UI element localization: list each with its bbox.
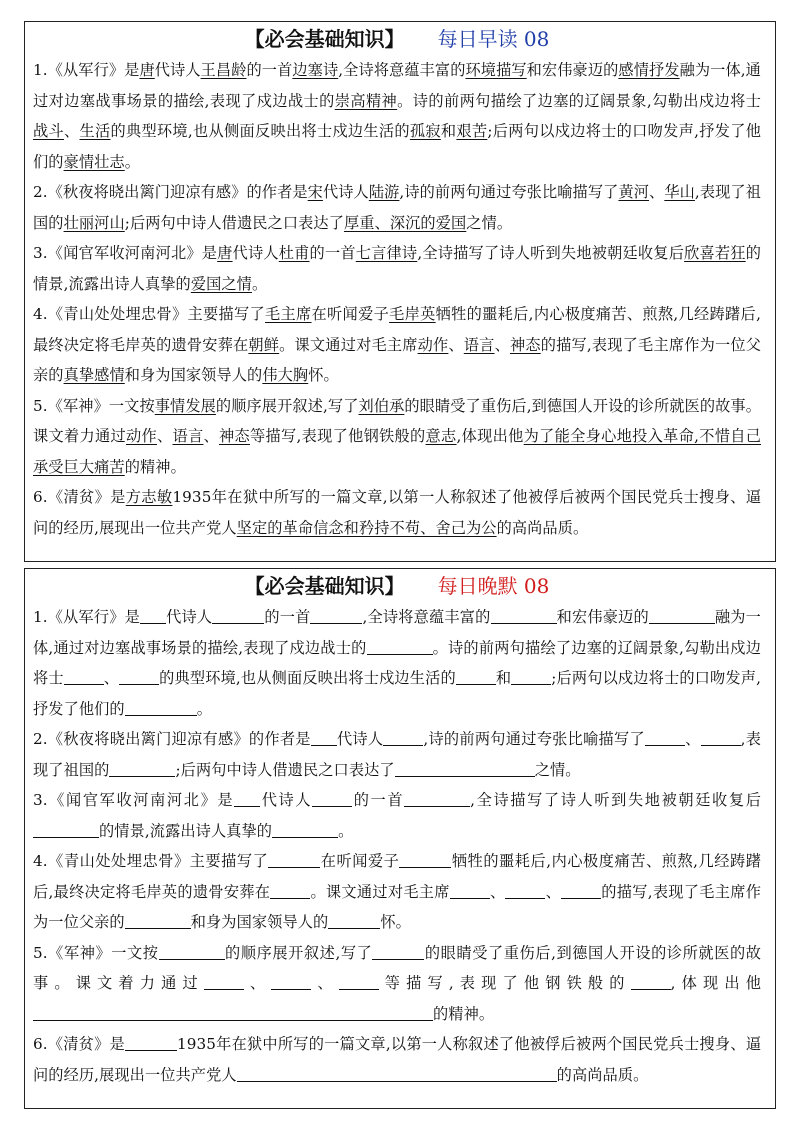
paragraph-list xyxy=(33,55,761,543)
text-run: 和身为国家领导人的 xyxy=(124,366,263,384)
text-run: 、 xyxy=(649,183,665,201)
text-run: ;后两句中诗人借遗民之口表达了 xyxy=(175,760,395,779)
key-answer: 宋 xyxy=(307,183,323,201)
key-answer: 唐 xyxy=(217,244,233,262)
text-run: 的典型环境,也从侧面反映出将士戍边生活的 xyxy=(159,669,456,687)
text-run: 的一首 xyxy=(246,61,293,79)
evening-dictation-box xyxy=(24,568,776,1109)
answer-blank[interactable] xyxy=(701,730,741,746)
key-answer: 环境描写 xyxy=(465,61,527,79)
text-run: 代诗人 xyxy=(154,61,201,79)
text-run: ,表现了祖国的 xyxy=(33,183,762,232)
text-run: 、 xyxy=(684,730,701,748)
answer-blank[interactable] xyxy=(310,608,362,624)
morning-reading-box xyxy=(24,21,776,562)
answer-blank[interactable] xyxy=(311,730,337,746)
answer-blank[interactable] xyxy=(33,1004,433,1020)
text-run: 。 xyxy=(338,821,354,840)
text-run: 的高尚品质。 xyxy=(556,1065,649,1084)
text-run: 的一首 xyxy=(264,608,311,626)
text-run: 和 xyxy=(440,122,457,140)
text-run: 的精神。 xyxy=(433,1004,495,1023)
text-run: 之情。 xyxy=(534,760,581,779)
key-answer: 坚定的革命信念和矜持不苟、舍己为公 xyxy=(236,518,497,537)
key-answer: 崇高精神 xyxy=(334,91,398,110)
text-run: 的顺序展开叙述,写了 xyxy=(224,943,373,962)
key-answer: 厚重、深沉的爱国 xyxy=(343,213,467,232)
text-run: 的情景,流露出诗人真挚的 xyxy=(99,821,273,840)
text-run: 、 xyxy=(494,335,510,354)
answer-blank[interactable] xyxy=(367,638,433,654)
text-run: 。 xyxy=(251,274,268,293)
answer-blank[interactable] xyxy=(125,1035,177,1051)
text-run: ,全诗将意蕴丰富的 xyxy=(338,61,466,79)
key-answer: 华山 xyxy=(664,183,695,201)
box-title xyxy=(33,571,761,601)
key-answer: 神态 xyxy=(218,427,250,445)
text-run: 。 xyxy=(196,699,213,718)
text-run: 1.《从军行》是 xyxy=(33,608,141,626)
answer-blank[interactable] xyxy=(505,882,545,898)
text-run: 代诗人 xyxy=(336,730,384,748)
key-answer: 七言律诗 xyxy=(355,244,418,262)
answer-blank[interactable] xyxy=(159,943,225,959)
text-run: 的描写,表现了毛主席作为一位父亲的 xyxy=(33,882,761,931)
key-answer: 意志 xyxy=(425,427,457,445)
text-run: 。课文通过对毛主席 xyxy=(279,335,418,354)
key-answer: 语言 xyxy=(463,335,495,354)
key-answer: 战斗 xyxy=(33,122,64,140)
title-main: 【必会基础知识】 xyxy=(244,574,405,598)
answer-blank[interactable] xyxy=(204,974,244,990)
answer-blank[interactable] xyxy=(125,699,197,715)
answer-blank[interactable] xyxy=(268,852,320,868)
question-item-1 xyxy=(33,55,761,177)
text-run: ,体现出他 xyxy=(670,974,761,992)
question-item-5 xyxy=(33,938,761,1030)
text-run: ,全诗描写了诗人听到失地被朝廷收复后 xyxy=(470,791,761,809)
question-item-6 xyxy=(33,1029,761,1090)
text-run: 在听闻爱子 xyxy=(320,852,400,870)
text-run: 、 xyxy=(243,974,272,992)
key-answer: 朝鲜 xyxy=(248,335,280,354)
question-item-3 xyxy=(33,238,761,299)
text-run: 1935年在狱中所写的一篇文章,以第一人称叙述了他被俘后被两个国民党兵士搜身、逼问的经历,展现出一位共产党人 xyxy=(33,488,761,537)
text-run: 怀。 xyxy=(308,366,339,384)
text-run: 、 xyxy=(311,974,339,992)
text-run: 6.《清贫》是 xyxy=(33,1035,125,1053)
answer-blank[interactable] xyxy=(645,730,685,746)
text-run: 和宏伟豪迈的 xyxy=(526,61,619,79)
text-run: 的眼睛受了重伤后,到德国人开设的诊所就医的故事。课文着力通过 xyxy=(33,943,762,992)
answer-blank[interactable] xyxy=(272,821,338,837)
title-sub: 每日早读 08 xyxy=(437,27,550,51)
text-run: ,全诗将意蕴丰富的 xyxy=(362,608,491,626)
paragraph-list xyxy=(33,602,761,1090)
key-answer: 豪情壮志 xyxy=(63,152,125,171)
text-run: 的一首 xyxy=(352,791,405,809)
box-title xyxy=(33,24,761,54)
text-run: 的精神。 xyxy=(124,457,186,476)
question-item-3 xyxy=(33,785,761,846)
text-run: ;后两句中诗人借遗民之口表达了 xyxy=(124,213,344,232)
question-item-4 xyxy=(33,846,761,938)
text-run: ,表现了祖国的 xyxy=(33,730,762,779)
text-run: 的高尚品质。 xyxy=(496,518,589,537)
text-run: 的顺序展开叙述,写了 xyxy=(215,396,359,415)
answer-blank[interactable] xyxy=(399,852,451,868)
answer-blank[interactable] xyxy=(33,821,99,837)
text-run: 的眼睛受了重伤后,到德国人开设的诊所就医的故事。课文着力通过 xyxy=(33,396,762,445)
key-answer: 刘伯承 xyxy=(358,396,405,415)
key-answer: 欣喜若狂 xyxy=(684,244,746,262)
text-run: 、 xyxy=(203,427,219,445)
answer-blank[interactable] xyxy=(631,974,671,990)
text-run: 、 xyxy=(63,122,80,140)
question-item-6 xyxy=(33,482,761,543)
text-run: 4.《青山处处埋忠骨》主要描写了 xyxy=(33,305,266,323)
text-run: 6.《清贫》是 xyxy=(33,488,126,506)
text-run: 的描写,表现了毛主席作为一位父亲的 xyxy=(33,335,762,384)
text-run: 3.《闻官军收河南河北》是 xyxy=(33,791,235,809)
answer-blank[interactable] xyxy=(383,730,423,746)
answer-blank[interactable] xyxy=(491,608,557,624)
key-answer: 毛岸英 xyxy=(389,305,436,323)
key-answer: 毛主席 xyxy=(265,305,312,323)
text-run: 牺牲的噩耗后,内心极度痛苦、煎熬,几经踌躇后,最终决定将毛岸英的遗骨安葬在 xyxy=(33,305,761,354)
key-answer: 杜甫 xyxy=(278,244,310,262)
text-run: 5.《军神》一文按 xyxy=(33,396,155,415)
answer-blank[interactable] xyxy=(328,913,380,929)
key-answer: 艰苦 xyxy=(456,122,488,140)
key-answer: 壮丽河山 xyxy=(63,213,125,232)
text-run: 的典型环境,也从侧面反映出将士戍边生活的 xyxy=(110,122,410,140)
key-answer: 边塞诗 xyxy=(292,61,339,79)
key-answer: 黄河 xyxy=(618,183,650,201)
text-run: 5.《军神》一文按 xyxy=(33,943,159,962)
text-run: 之情。 xyxy=(466,213,513,232)
answer-blank[interactable] xyxy=(456,669,496,685)
text-run: 代诗人 xyxy=(232,244,279,262)
text-run: 、 xyxy=(545,882,562,901)
text-run: 。诗的前两句描绘了边塞的辽阔景象,勾勒出戍边将士 xyxy=(33,638,761,687)
key-answer: 伟大胸 xyxy=(262,366,309,384)
answer-blank[interactable] xyxy=(404,791,470,807)
answer-blank[interactable] xyxy=(125,913,191,929)
text-run: 代诗人 xyxy=(166,608,213,626)
title-main: 【必会基础知识】 xyxy=(244,27,405,51)
text-run: 2.《秋夜将晓出篱门迎凉有感》的作者是 xyxy=(33,730,311,748)
text-run: 和宏伟豪迈的 xyxy=(556,608,649,626)
key-answer: 语言 xyxy=(172,427,204,445)
text-run: 1935年在狱中所写的一篇文章,以第一人称叙述了他被俘后被两个国民党兵士搜身、逼问的经历,展现出一位共产党人 xyxy=(33,1035,761,1084)
key-answer: 王昌龄 xyxy=(200,61,247,79)
key-answer: 唐 xyxy=(139,61,155,79)
text-run: 。课文通过对毛主席 xyxy=(310,882,450,901)
text-run: 3.《闻官军收河南河北》是 xyxy=(33,244,218,262)
text-run: 的情景,流露出诗人真挚的 xyxy=(33,244,761,293)
text-run: 、 xyxy=(103,669,120,687)
text-run: 。 xyxy=(124,152,141,171)
answer-blank[interactable] xyxy=(234,791,260,807)
text-run: 融为一体,通过对边塞战事场景的描绘,表现了戍边战士的 xyxy=(33,61,761,110)
text-run: 等描写,表现了他钢铁般的 xyxy=(378,974,631,992)
question-item-5 xyxy=(33,391,761,483)
answer-blank[interactable] xyxy=(561,882,601,898)
key-answer: 生活 xyxy=(79,122,111,140)
text-run: ,全诗描写了诗人听到失地被朝廷收复后 xyxy=(417,244,685,262)
key-answer: 方志敏 xyxy=(125,488,173,506)
text-run: 等描写,表现了他钢铁般的 xyxy=(249,427,426,445)
answer-blank[interactable] xyxy=(511,669,551,685)
text-run: 牺牲的噩耗后,内心极度痛苦、煎熬,几经踌躇后,最终决定将毛岸英的遗骨安葬在 xyxy=(33,852,761,901)
question-item-4 xyxy=(33,299,761,391)
text-run: 代诗人 xyxy=(260,791,313,809)
key-answer: 为了能全身心地投入革命,不惜自己承受巨大痛苦 xyxy=(33,427,762,476)
answer-blank[interactable] xyxy=(372,943,424,959)
text-run: 4.《青山处处埋忠骨》主要描写了 xyxy=(33,852,269,870)
title-sub: 每日晚默 08 xyxy=(437,574,550,598)
answer-blank[interactable] xyxy=(140,608,166,624)
key-answer: 孤寂 xyxy=(409,122,441,140)
text-run: 代诗人 xyxy=(322,183,369,201)
answer-blank[interactable] xyxy=(649,608,715,624)
text-run: 在听闻爱子 xyxy=(311,305,390,323)
text-run: ,体现出他 xyxy=(456,427,524,445)
answer-blank[interactable] xyxy=(312,791,352,807)
text-run: 怀。 xyxy=(380,913,411,931)
text-run: ,诗的前两句通过夸张比喻描写了 xyxy=(399,183,619,201)
answer-blank[interactable] xyxy=(270,882,310,898)
key-answer: 神态 xyxy=(509,335,541,354)
answer-blank[interactable] xyxy=(64,669,104,685)
text-run: 1.《从军行》是 xyxy=(33,61,140,79)
text-run: 的一首 xyxy=(309,244,356,262)
key-answer: 事情发展 xyxy=(154,396,216,415)
text-run: 和 xyxy=(495,669,512,687)
key-answer: 真挚感情 xyxy=(63,366,125,384)
question-item-2 xyxy=(33,724,761,785)
text-run: 、 xyxy=(156,427,173,445)
text-run: 、 xyxy=(448,335,464,354)
answer-blank[interactable] xyxy=(450,882,490,898)
text-run: 和身为国家领导人的 xyxy=(190,913,329,931)
question-item-2 xyxy=(33,177,761,238)
answer-blank[interactable] xyxy=(339,974,379,990)
key-answer: 感情抒发 xyxy=(618,61,680,79)
answer-blank[interactable] xyxy=(395,760,535,776)
text-run: ;后两句以戍边将士的口吻发声,抒发了他们的 xyxy=(33,669,762,718)
answer-blank[interactable] xyxy=(237,1065,557,1081)
question-item-1 xyxy=(33,602,761,724)
key-answer: 爱国之情 xyxy=(190,274,252,293)
text-run: ;后两句以戍边将士的口吻发声,抒发了他们的 xyxy=(33,122,762,171)
answer-blank[interactable] xyxy=(271,974,311,990)
text-run: 。诗的前两句描绘了边塞的辽阔景象,勾勒出戍边将士 xyxy=(397,91,761,110)
key-answer: 动作 xyxy=(125,427,157,445)
text-run: 2.《秋夜将晓出篱门迎凉有感》的作者是 xyxy=(33,183,308,201)
text-run: 、 xyxy=(489,882,506,901)
answer-blank[interactable] xyxy=(119,669,159,685)
text-run: 融为一体,通过对边塞战事场景的描绘,表现了戍边战士的 xyxy=(33,608,761,657)
key-answer: 动作 xyxy=(417,335,449,354)
key-answer: 陆游 xyxy=(368,183,400,201)
answer-blank[interactable] xyxy=(109,760,175,776)
answer-blank[interactable] xyxy=(212,608,264,624)
text-run: ,诗的前两句通过夸张比喻描写了 xyxy=(423,730,645,748)
